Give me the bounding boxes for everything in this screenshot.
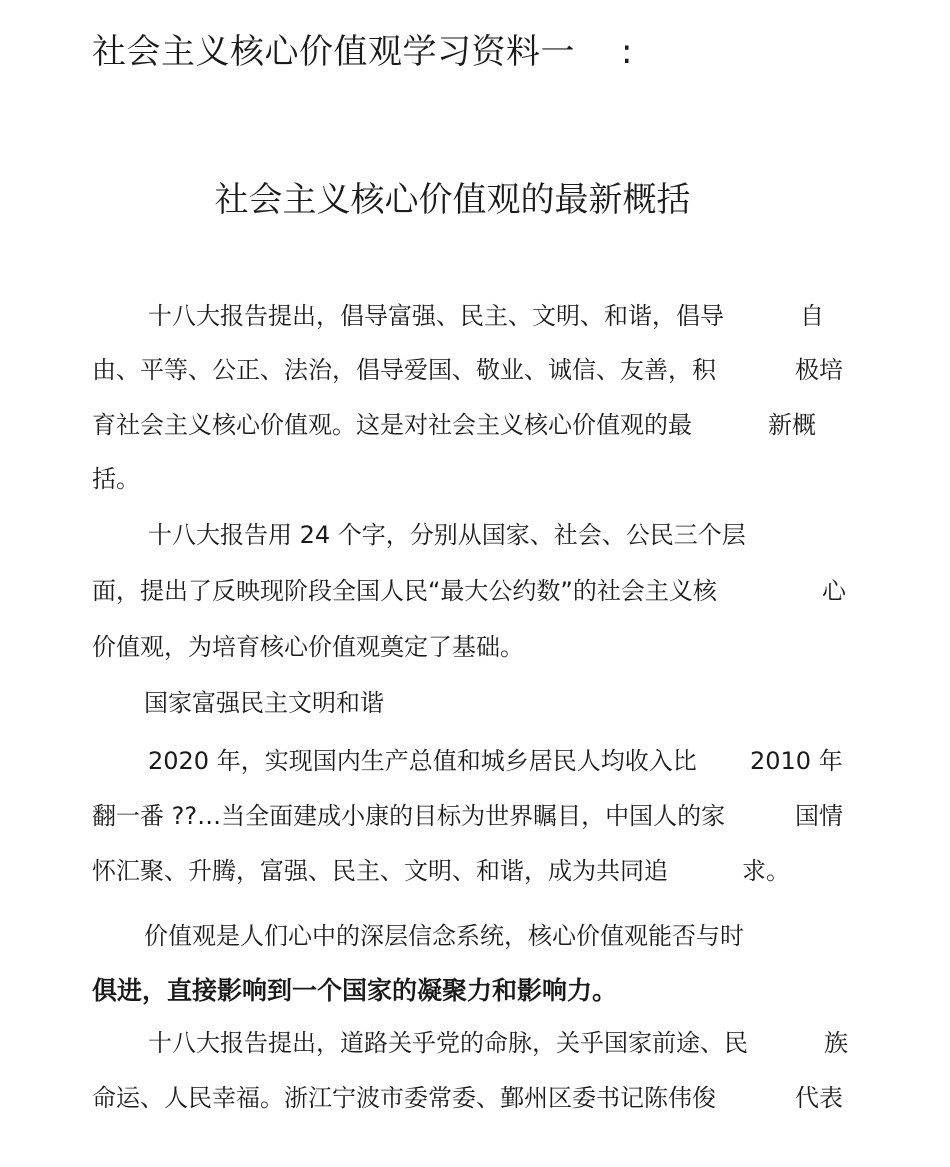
line-tail: 2010 年 (750, 747, 843, 775)
line-text: 怀汇聚、升腾，富强、民主、文明、和谐，成为共同追 (92, 857, 668, 885)
line-tail: 自 (800, 302, 824, 330)
text-line (148, 298, 824, 334)
line-text: 十八大报告用 24 个字，分别从国家、社会、公民三个层 (148, 521, 746, 549)
line-text: 面，提出了反映现阶段全国人民“最大公约数”的社会主义核 (92, 577, 717, 605)
text-line (92, 798, 843, 834)
line-text: 俱进，直接影响到一个国家的凝聚力和影响力。 (92, 976, 618, 1005)
text-line (92, 629, 524, 665)
line-text: 命运、人民幸福。浙江宁波市委常委、鄞州区委书记陈伟俊 (92, 1084, 716, 1112)
text-line (144, 918, 744, 954)
text-line (148, 517, 746, 553)
document-heading (92, 28, 633, 76)
line-tail: 新概 (768, 411, 816, 439)
text-line (92, 407, 816, 443)
text-line (92, 573, 846, 609)
text-line (92, 973, 617, 1009)
line-tail: 求。 (742, 857, 790, 885)
line-text: 价值观是人们心中的深层信念系统，核心价值观能否与时 (144, 922, 744, 950)
line-tail: 族 (824, 1029, 848, 1057)
heading-colon: : (621, 32, 633, 72)
line-text: 2020 年，实现国内生产总值和城乡居民人均收入比 (148, 747, 697, 775)
text-line (92, 461, 140, 497)
line-tail: 国情 (795, 802, 843, 830)
text-line (92, 1080, 843, 1116)
text-line (148, 1025, 848, 1061)
line-text: 十八大报告提出，倡导富强、民主、文明、和谐，倡导 (148, 302, 724, 330)
line-text: 翻一番 ??…当全面建成小康的目标为世界瞩目，中国人的家 (92, 802, 726, 830)
text-line (92, 352, 843, 388)
line-tail: 极培 (795, 356, 843, 384)
article-title: 社会主义核心价值观的最新概括 (214, 180, 691, 220)
line-text: 由、平等、公正、法治，倡导爱国、敬业、诚信、友善，积 (92, 356, 716, 384)
line-text: 价值观，为培育核心价值观奠定了基础。 (92, 633, 524, 661)
text-line (92, 853, 790, 889)
text-line (148, 743, 843, 779)
line-tail: 代表 (795, 1084, 843, 1112)
line-text: 十八大报告提出，道路关乎党的命脉，关乎国家前途、民 (148, 1029, 748, 1057)
line-text: 括。 (92, 465, 140, 493)
section-heading (144, 685, 384, 721)
line-text: 育社会主义核心价值观。这是对社会主义核心价值观的最 (92, 411, 692, 439)
line-tail: 心 (822, 577, 846, 605)
line-text: 国家富强民主文明和谐 (144, 689, 384, 717)
heading-text: 社会主义核心价值观学习资料一 (92, 32, 575, 72)
